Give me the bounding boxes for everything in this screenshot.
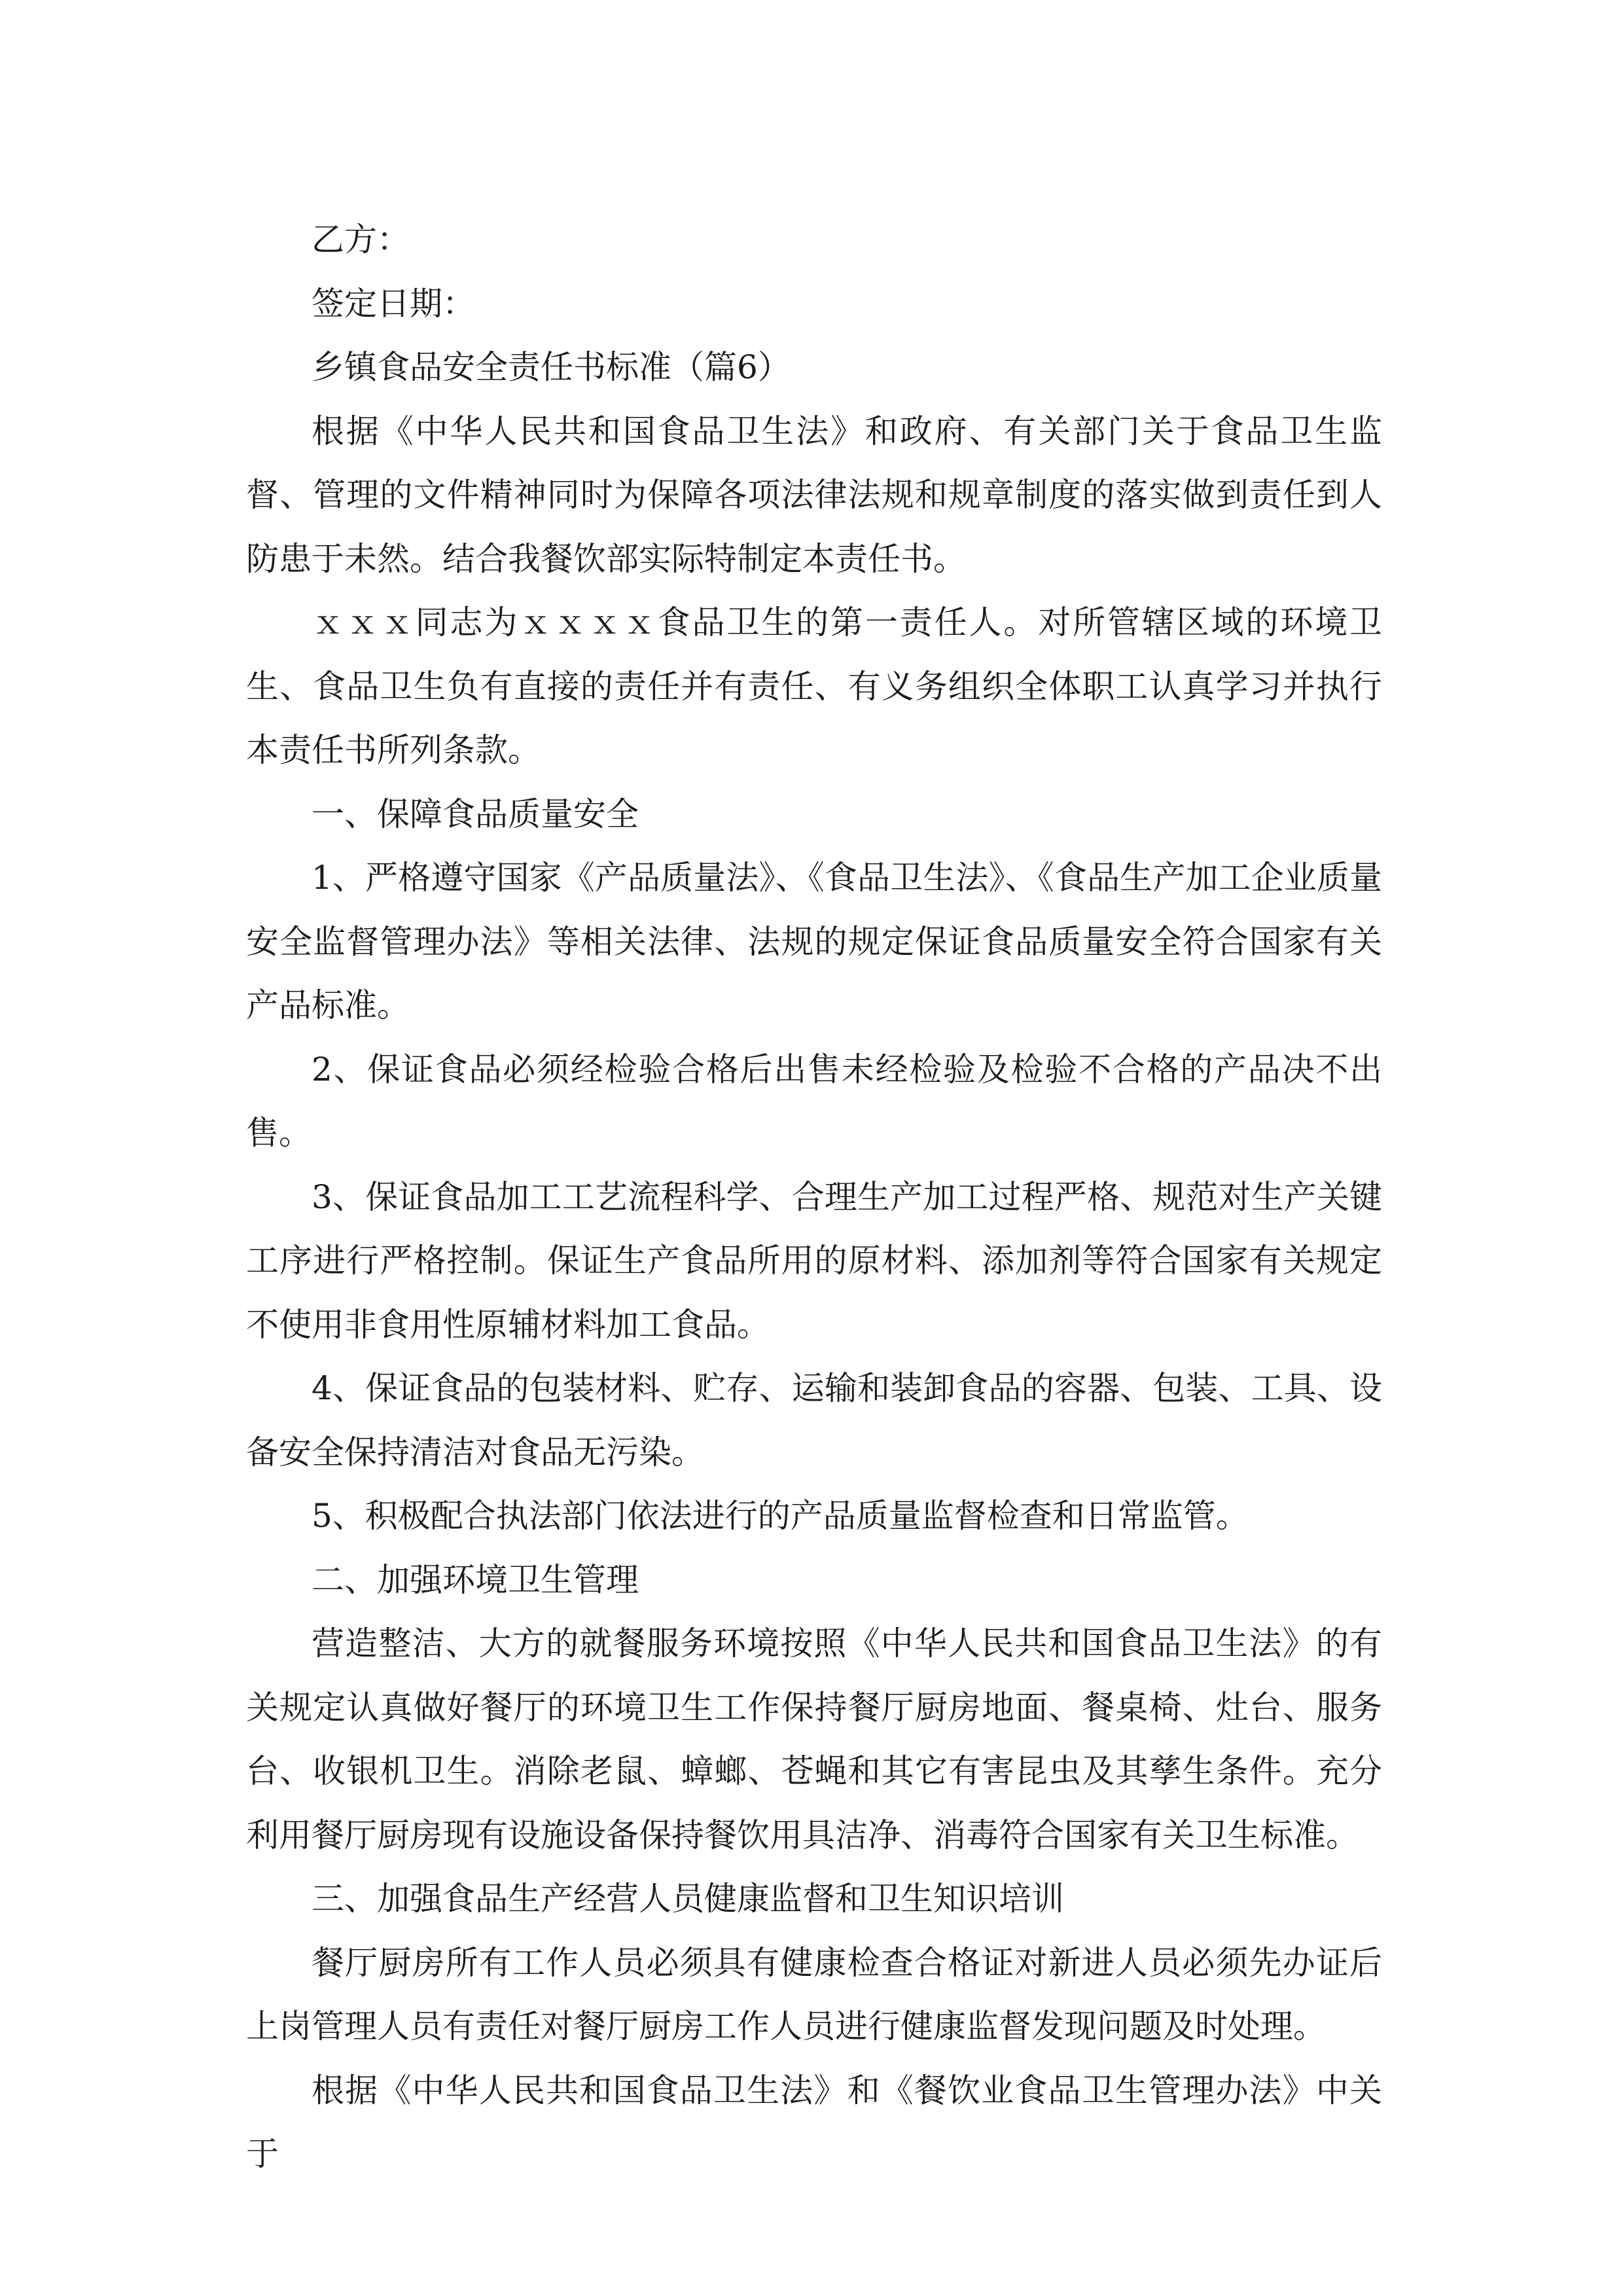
party-b-line: 乙方： (312, 221, 410, 259)
clause-4: 4、保证食品的包装材料、贮存、运输和装卸食品的容器、包装、工具、设备安全保持清洁对食品无污染。 (246, 1369, 1382, 1471)
clause-5: 5、积极配合执法部门依法进行的产品质量监督检查和日常监管。 (312, 1497, 1249, 1535)
heading-health-training: 三、加强食品生产经营人员健康监督和卫生知识培训 (312, 1880, 1064, 1918)
clause-2: 2、保证食品必须经检验合格后出售未经检验及检验不合格的产品决不出售。 (246, 1050, 1382, 1152)
clause-1: 1、严格遵守国家《产品质量法》、《食品卫生法》、《食品生产加工企业质量安全监督管理办法》等相关法律、法规的规定保证食品质量安全符合国家有关产品标准。 (246, 859, 1382, 1024)
signing-date-line: 签定日期： (312, 284, 475, 323)
document-body (246, 208, 1382, 2187)
environment-paragraph: 营造整洁、大方的就餐服务环境按照《中华人民共和国食品卫生法》的有关规定认真做好餐厅的环境卫生工作保持餐厅厨房地面、餐桌椅、灶台、服务台、收银机卫生。消除老鼠、蟑螂、苍蝇和其它有害昆虫及其孳生条件。充分利用餐厅厨房现有设施设备保持餐饮用具洁净、消毒符合国家有关卫生标准。 (246, 1624, 1382, 1854)
health-paragraph: 餐厅厨房所有工作人员必须具有健康检查合格证对新进人员必须先办证后上岗管理人员有责任对餐厅厨房工作人员进行健康监督发现问题及时处理。 (246, 1943, 1382, 2045)
closing-paragraph: 根据《中华人民共和国食品卫生法》和《餐饮业食品卫生管理办法》中关于 (246, 2071, 1382, 2173)
clause-3: 3、保证食品加工工艺流程科学、合理生产加工过程严格、规范对生产关键工序进行严格控制。保证生产食品所用的原材料、添加剂等符合国家有关规定不使用非食用性原辅材料加工食品。 (246, 1177, 1382, 1344)
responsibility-paragraph: ｘｘｘ同志为ｘｘｘｘ食品卫生的第一责任人。对所管辖区域的环境卫生、食品卫生负有直接的责任并有责任、有义务组织全体职工认真学习并执行本责任书所列条款。 (246, 603, 1382, 769)
heading-quality-safety: 一、保障食品质量安全 (312, 795, 639, 833)
section-title: 乡镇食品安全责任书标准（篇6） (312, 348, 791, 386)
intro-paragraph: 根据《中华人民共和国食品卫生法》和政府、有关部门关于食品卫生监督、管理的文件精神同时为保障各项法律法规和规章制度的落实做到责任到人防患于未然。结合我餐饮部实际特制定本责任书。 (246, 412, 1382, 578)
heading-environment: 二、加强环境卫生管理 (312, 1560, 639, 1599)
